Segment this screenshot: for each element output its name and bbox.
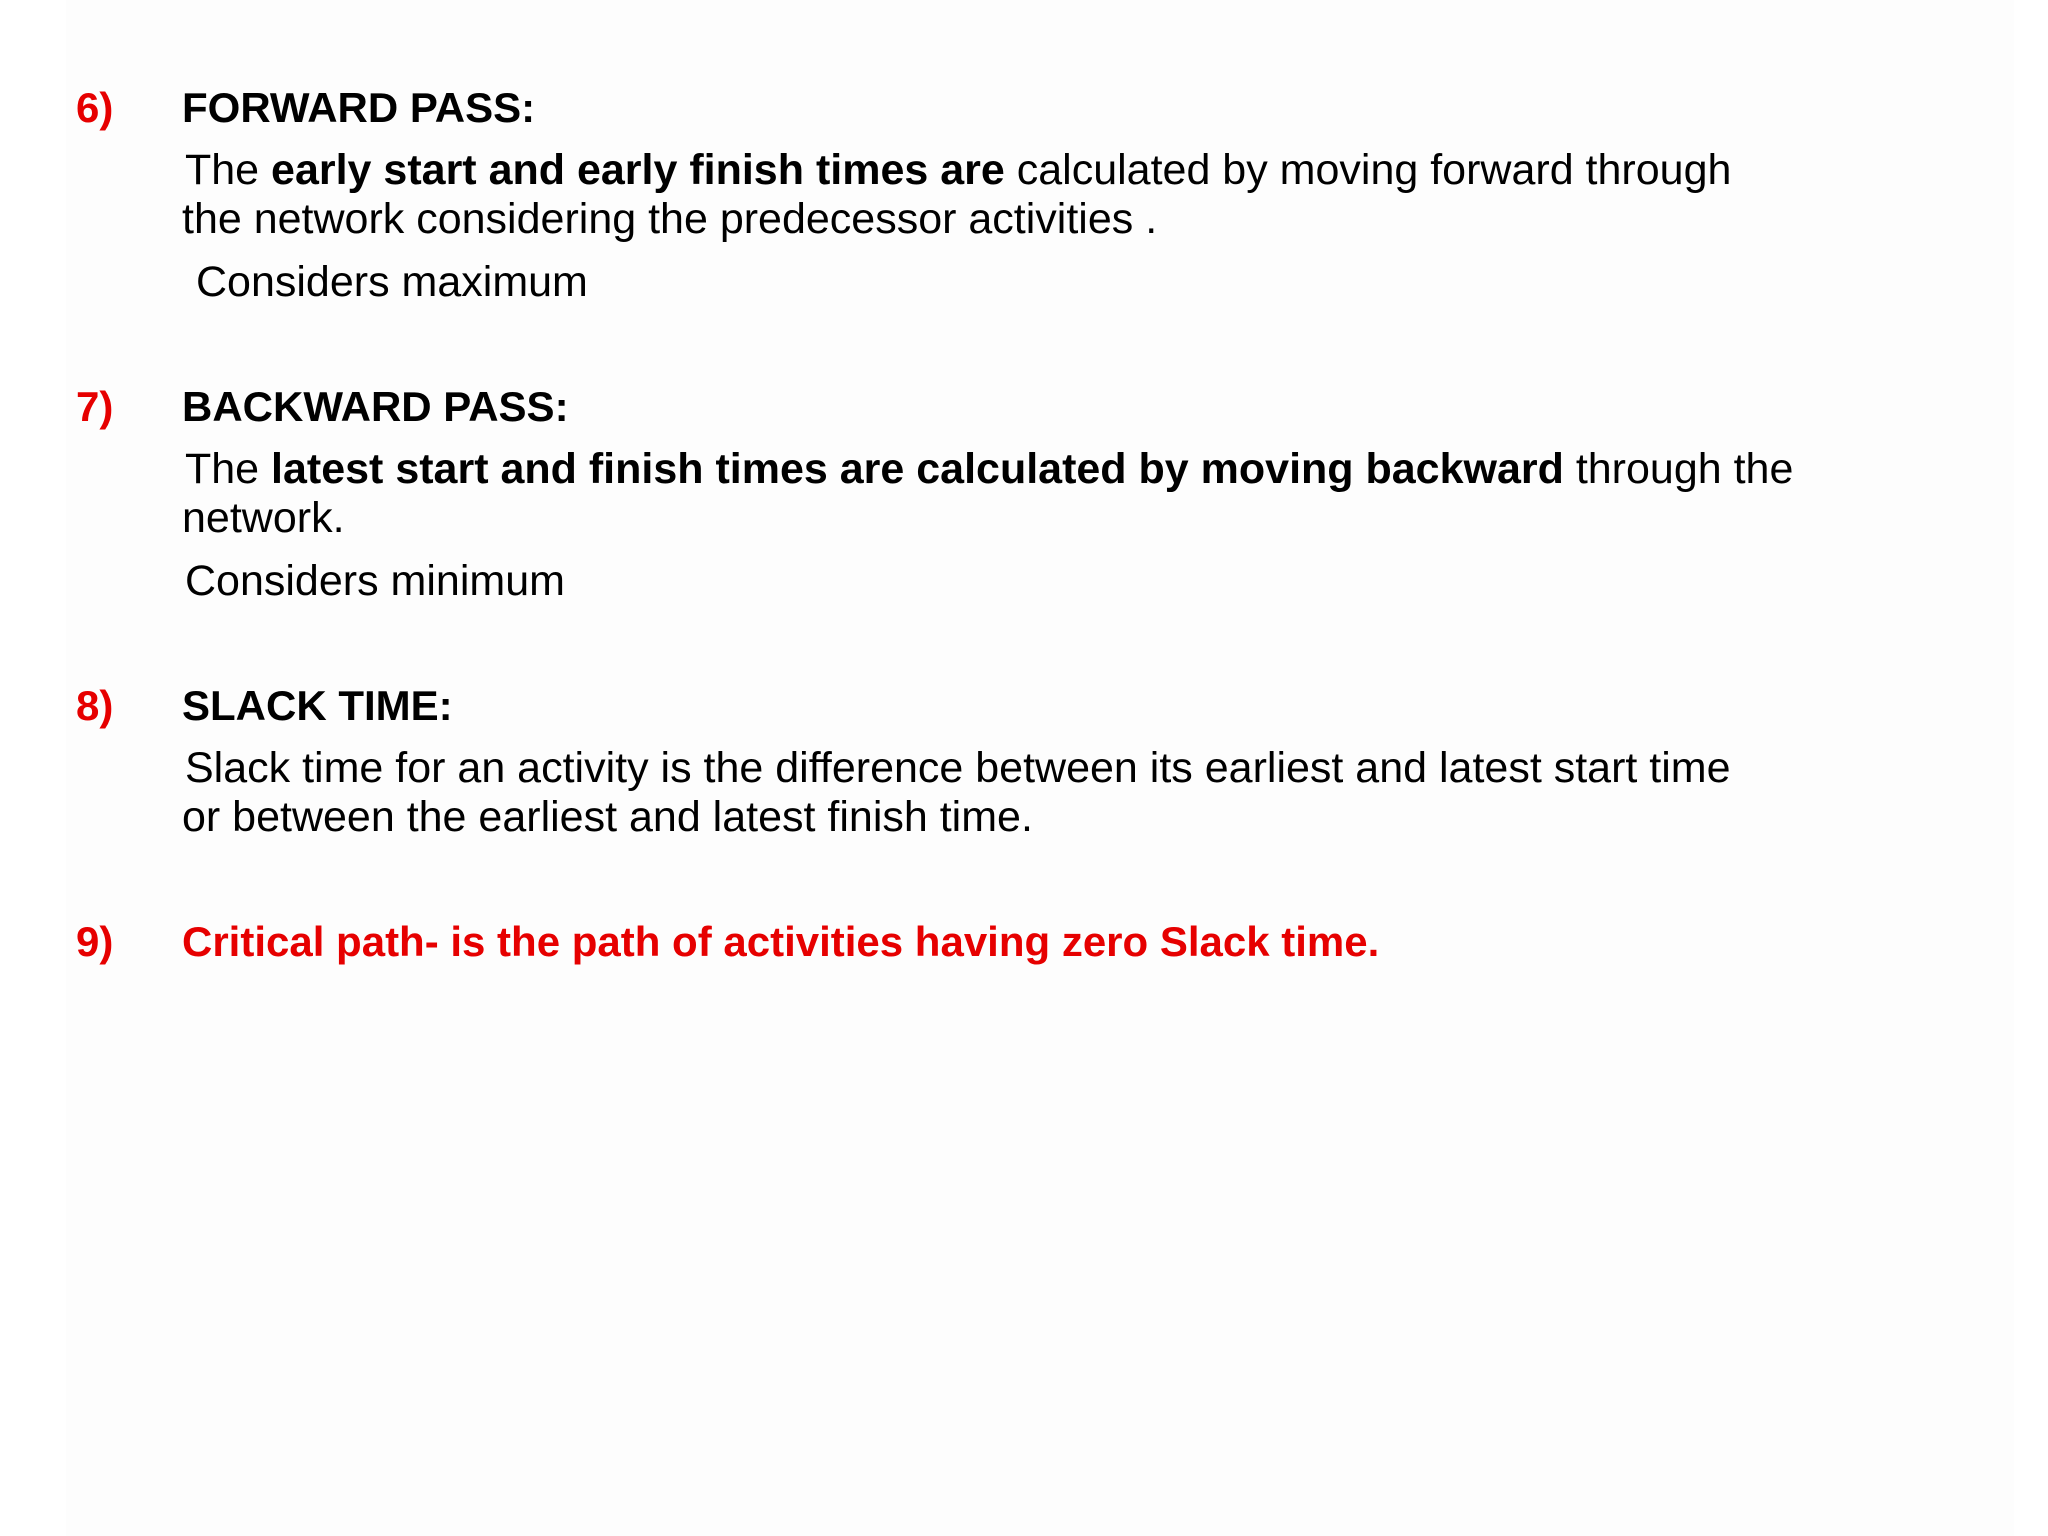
item-heading: SLACK TIME: xyxy=(182,682,453,729)
item-number: 9) xyxy=(76,918,114,965)
item-note: Considers minimum xyxy=(185,557,565,605)
item-body xyxy=(182,744,1942,842)
body-line: The latest start and finish times are calculated by moving backward through the xyxy=(185,445,1794,493)
body-line: the network considering the predecessor activities . xyxy=(182,195,1158,243)
item-heading: FORWARD PASS: xyxy=(182,84,536,131)
item-number: 6) xyxy=(76,84,114,131)
item-note: Considers maximum xyxy=(196,258,588,306)
body-line: The early start and early finish times are calculated by moving forward through xyxy=(185,146,1732,194)
item-heading: BACKWARD PASS: xyxy=(182,383,569,430)
item-number: 8) xyxy=(76,682,114,729)
body-bold-text: latest start and finish times are calculated by moving backward xyxy=(271,445,1564,493)
item-number: 7) xyxy=(76,383,114,430)
body-line: or between the earliest and latest finish time. xyxy=(182,793,1033,841)
body-line: network. xyxy=(182,494,345,542)
body-line: Slack time for an activity is the difference between its earliest and latest start time xyxy=(185,744,1731,792)
item-heading: Critical path- is the path of activities having zero Slack time. xyxy=(182,918,1380,965)
body-bold-text: early start and early finish times are xyxy=(271,146,1005,194)
item-body xyxy=(182,146,1942,244)
item-body xyxy=(182,445,1942,543)
